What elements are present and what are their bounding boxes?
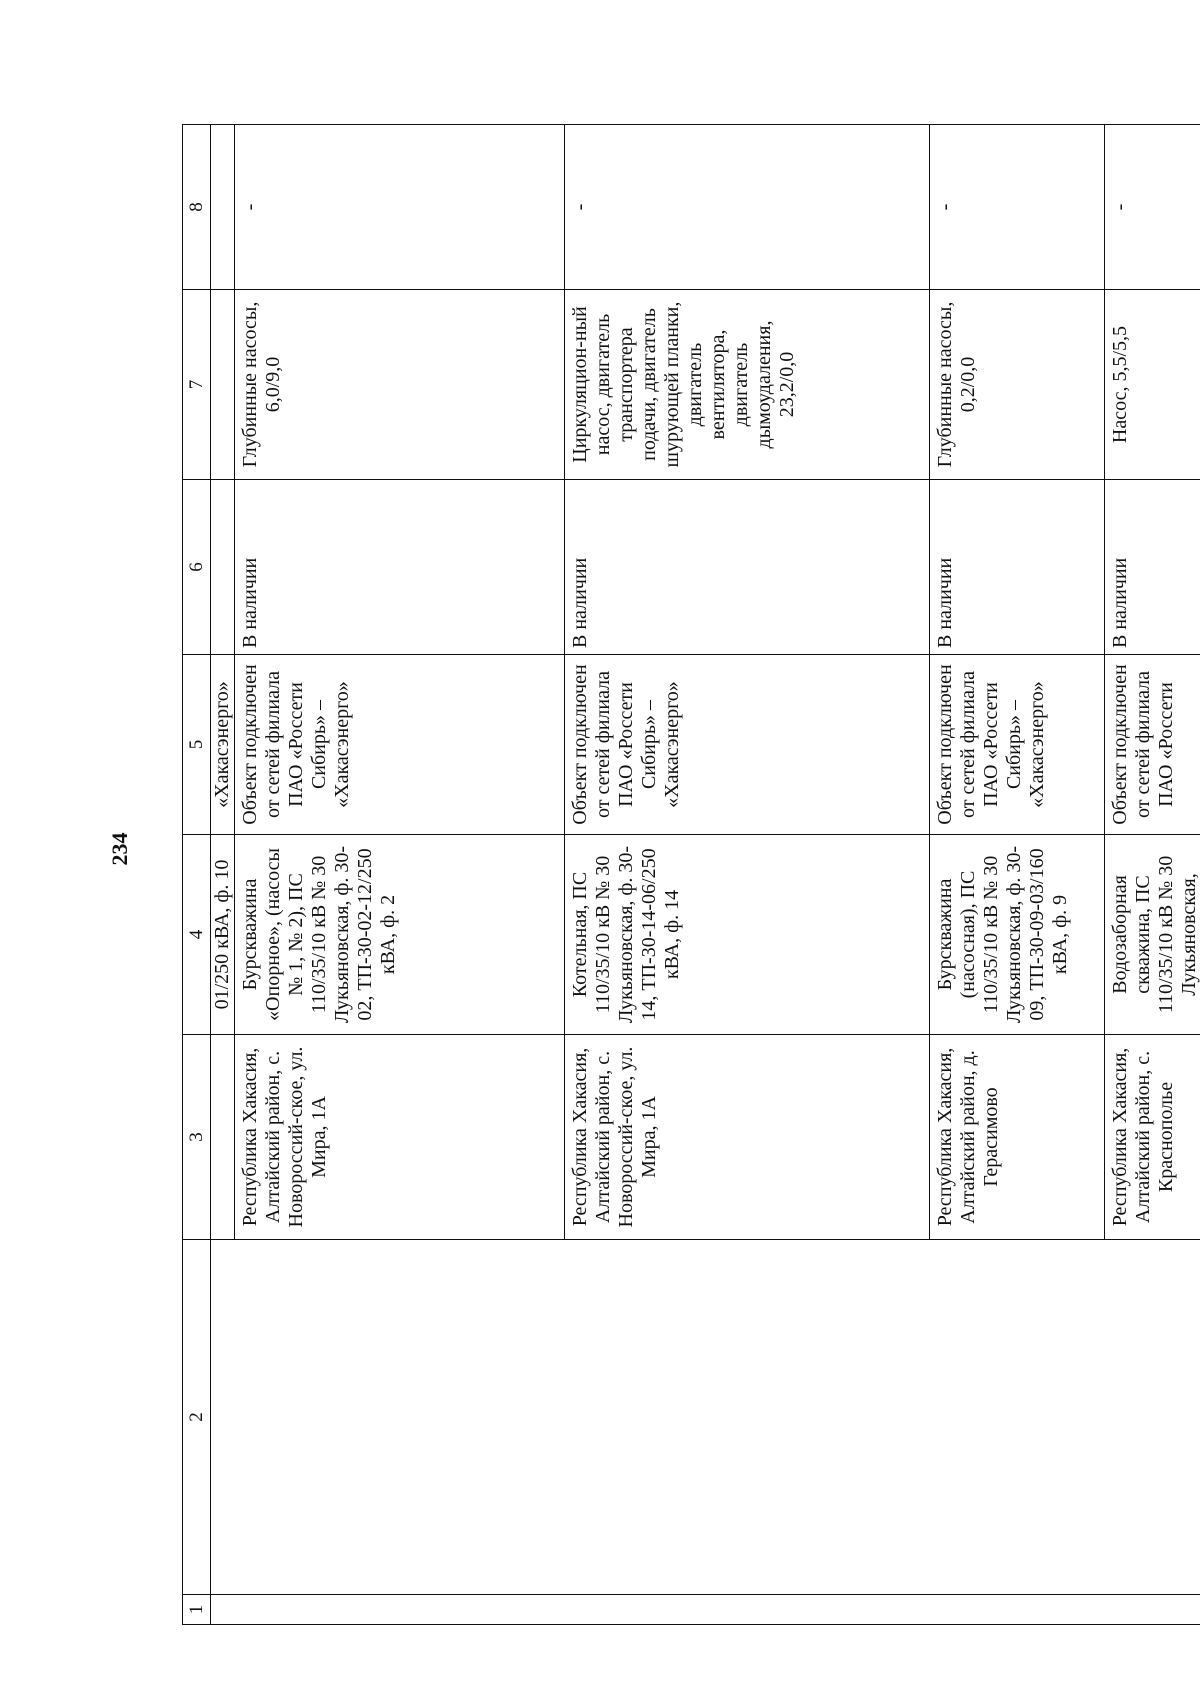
table-cell: В наличии <box>930 480 1105 655</box>
table-cell <box>211 1035 235 1240</box>
table-cell: Объект подключен от сетей филиала ПАО «Россети Сибирь» – «Хакасэнерго» <box>930 655 1105 835</box>
table-cell: В наличии <box>235 480 565 655</box>
page-number: 234 <box>107 832 132 866</box>
table-cell: - <box>235 125 565 290</box>
table-cell: Бурскважина (насосная), ПС 110/35/10 кВ № 30 Лукьяновская, ф. 30-09, ТП-30-09-03/160 кВА, ф. 9 <box>930 835 1105 1035</box>
col-header: 3 <box>183 1035 211 1240</box>
table-cell: Котельная, ПС 110/35/10 кВ № 30 Лукьяновская, ф. 30-14, ТП-30-14-06/250 кВА, ф. 14 <box>565 835 930 1035</box>
table-cell: Республика Хакасия, Алтайский район, с. Новороссий-ское, ул. Мира, 1А <box>565 1035 930 1240</box>
rotated-table-wrapper <box>182 125 1200 1625</box>
col-header: 6 <box>183 480 211 655</box>
data-table <box>182 124 1200 1625</box>
table-cell <box>211 125 235 290</box>
table-cell: Бурскважина «Опорное», (насосы № 1, № 2), ПС 110/35/10 кВ № 30 Лукьяновская, ф. 30-02, ТП-30-02-12/250 кВА, ф. 2 <box>235 835 565 1035</box>
table-cell <box>211 290 235 480</box>
table-cell: Водозаборная скважина, ПС 110/35/10 кВ № 30 Лукьяновская, <box>1105 835 1200 1035</box>
col-header: 2 <box>183 1240 211 1595</box>
table-cell <box>211 1595 1200 1625</box>
header-row <box>183 125 211 1625</box>
table-cell: 01/250 кВА, ф. 10 <box>211 835 235 1035</box>
table-cell: Республика Хакасия, Алтайский район, с. Новороссий-ское, ул. Мира, 1А <box>235 1035 565 1240</box>
table-cell: Республика Хакасия, Алтайский район, с. Краснополье <box>1105 1035 1200 1240</box>
table-cell <box>211 1240 1200 1595</box>
table-cell: В наличии <box>565 480 930 655</box>
table-cell <box>211 480 235 655</box>
table-cell: Объект подключен от сетей филиала ПАО «Россети <box>1105 655 1200 835</box>
col-header: 4 <box>183 835 211 1035</box>
table-cell: - <box>930 125 1105 290</box>
table-cell: Республика Хакасия, Алтайский район, д. Герасимово <box>930 1035 1105 1240</box>
table-cell: «Хакасэнерго» <box>211 655 235 835</box>
col-header: 8 <box>183 125 211 290</box>
table-cell: Глубинные насосы, 0,2/0,0 <box>930 290 1105 480</box>
col-header: 5 <box>183 655 211 835</box>
table-cell: Объект подключен от сетей филиала ПАО «Россети Сибирь» – «Хакасэнерго» <box>235 655 565 835</box>
table-cell: В наличии <box>1105 480 1200 655</box>
table-cell: Циркуляцион-ный насос, двигатель транспортера подачи, двигатель шурующей планки, двигатель вентилятора, двигатель дымоудаления, 23,2/0,0 <box>565 290 930 480</box>
table-cell: - <box>565 125 930 290</box>
col-header: 7 <box>183 290 211 480</box>
table-cell: - <box>1105 125 1200 290</box>
col-header: 1 <box>183 1595 211 1625</box>
table-cell: Объект подключен от сетей филиала ПАО «Россети Сибирь» – «Хакасэнерго» <box>565 655 930 835</box>
continuation-row <box>211 125 235 1625</box>
table-cell: Глубинные насосы, 6,0/9,0 <box>235 290 565 480</box>
table-cell: Насос, 5,5/5,5 <box>1105 290 1200 480</box>
